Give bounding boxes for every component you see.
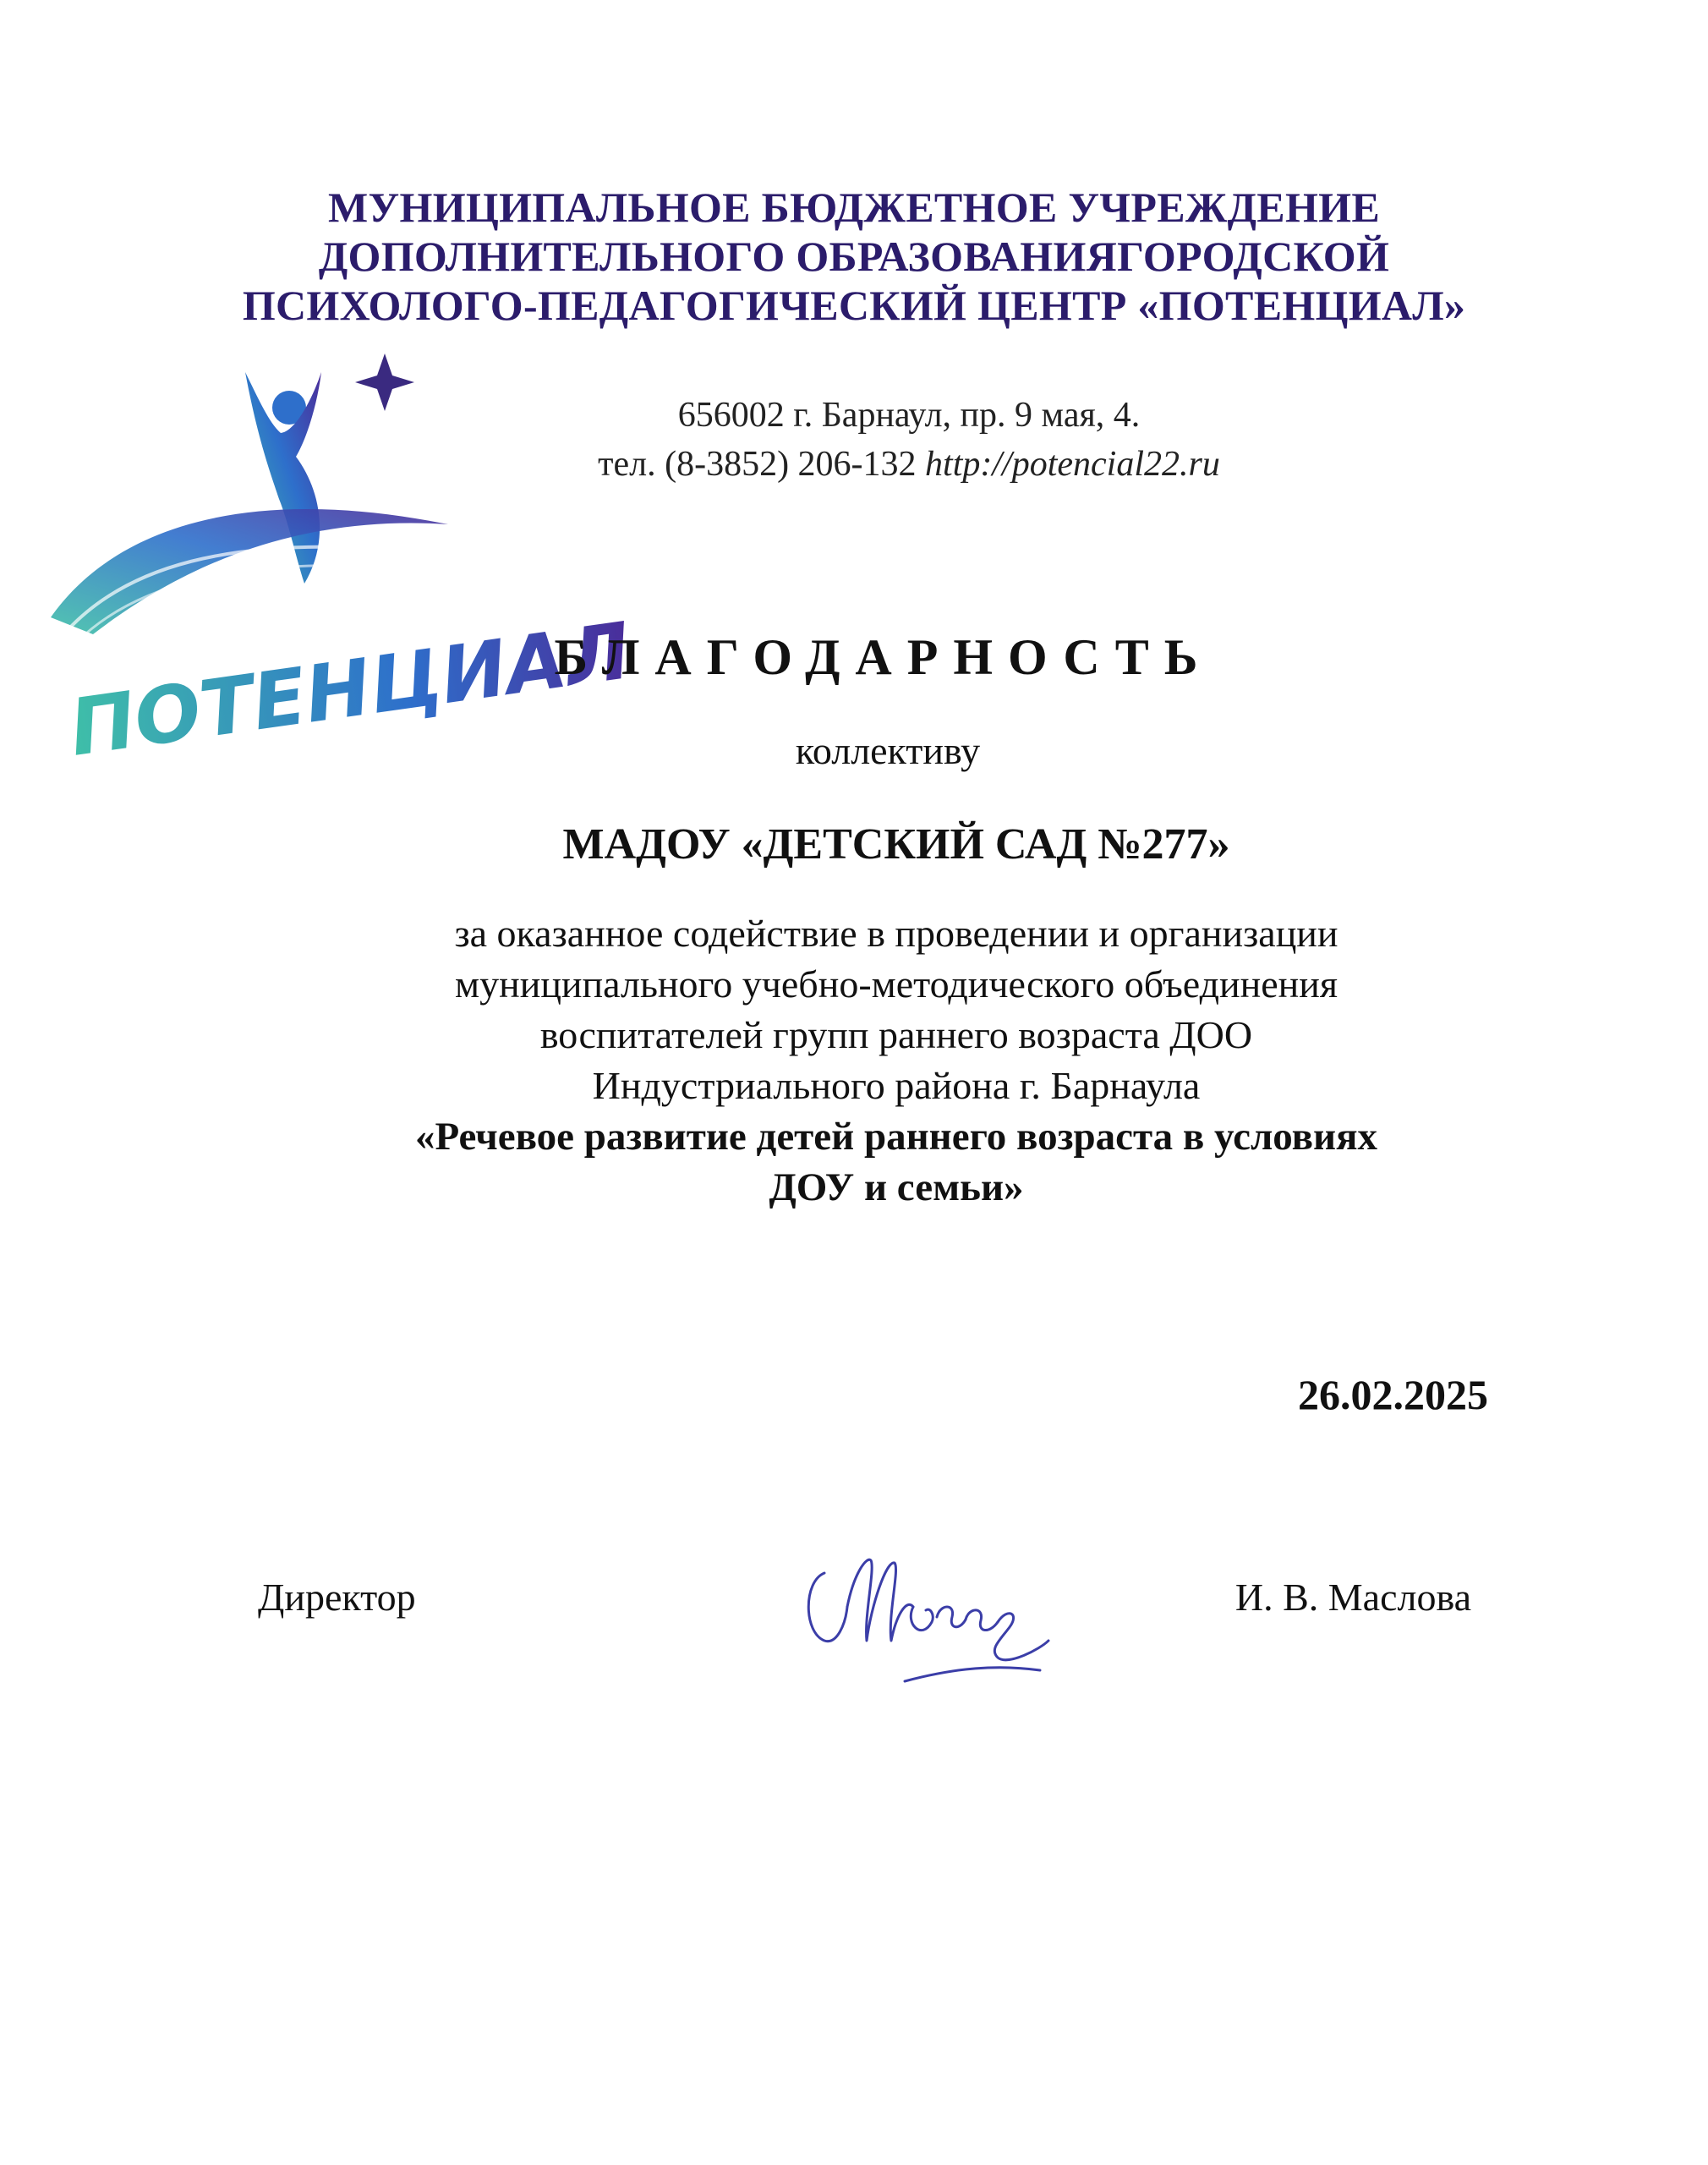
recipient-name: МАДОУ «ДЕТСКИЙ САД №277» bbox=[562, 820, 1230, 869]
gratitude-reason bbox=[220, 908, 1573, 1213]
recipient-label: коллективу bbox=[795, 729, 981, 772]
phone-line bbox=[550, 440, 1268, 489]
header-line-3: ПСИХОЛОГО-ПЕДАГОГИЧЕСКИЙ ЦЕНТР «ПОТЕНЦИАЛ» bbox=[242, 282, 1466, 329]
address-line: 656002 г. Барнаул, пр. 9 мая, 4. bbox=[677, 396, 1141, 435]
contact-block bbox=[550, 391, 1268, 489]
website-link[interactable]: http://potencial22.ru bbox=[925, 445, 1220, 484]
signatory-role: Директор bbox=[258, 1576, 416, 1619]
topic-line-1: «Речевое развитие детей раннего возраста в условиях bbox=[414, 1115, 1378, 1159]
header-line-1: МУНИЦИПАЛЬНОЕ БЮДЖЕТНОЕ УЧРЕЖДЕНИЕ bbox=[328, 184, 1380, 231]
document-date: 26.02.2025 bbox=[1298, 1371, 1488, 1418]
reason-line-3: воспитателей групп раннего возраста ДОО bbox=[539, 1013, 1253, 1056]
reason-line-1: за оказанное содействие в проведении и организации bbox=[454, 912, 1338, 955]
organization-header bbox=[0, 183, 1708, 330]
handwritten-signature-icon bbox=[786, 1522, 1065, 1691]
signatory-name: И. В. Маслова bbox=[1234, 1576, 1471, 1619]
header-line-2: ДОПОЛНИТЕЛЬНОГО ОБРАЗОВАНИЯГОРОДСКОЙ bbox=[318, 233, 1390, 280]
document-title: БЛАГОДАРНОСТЬ bbox=[554, 629, 1213, 685]
potencial-logo-icon bbox=[42, 338, 637, 774]
reason-line-4: Индустриального района г. Барнаула bbox=[592, 1064, 1201, 1107]
reason-line-2: муниципального учебно-методического объединения bbox=[454, 962, 1338, 1006]
phone: тел. (8-3852) 206-132 bbox=[598, 445, 917, 484]
topic-line-2: ДОУ и семьи» bbox=[769, 1165, 1024, 1209]
svg-text:ПОТЕНЦИАЛ: ПОТЕНЦИАЛ bbox=[64, 605, 637, 774]
